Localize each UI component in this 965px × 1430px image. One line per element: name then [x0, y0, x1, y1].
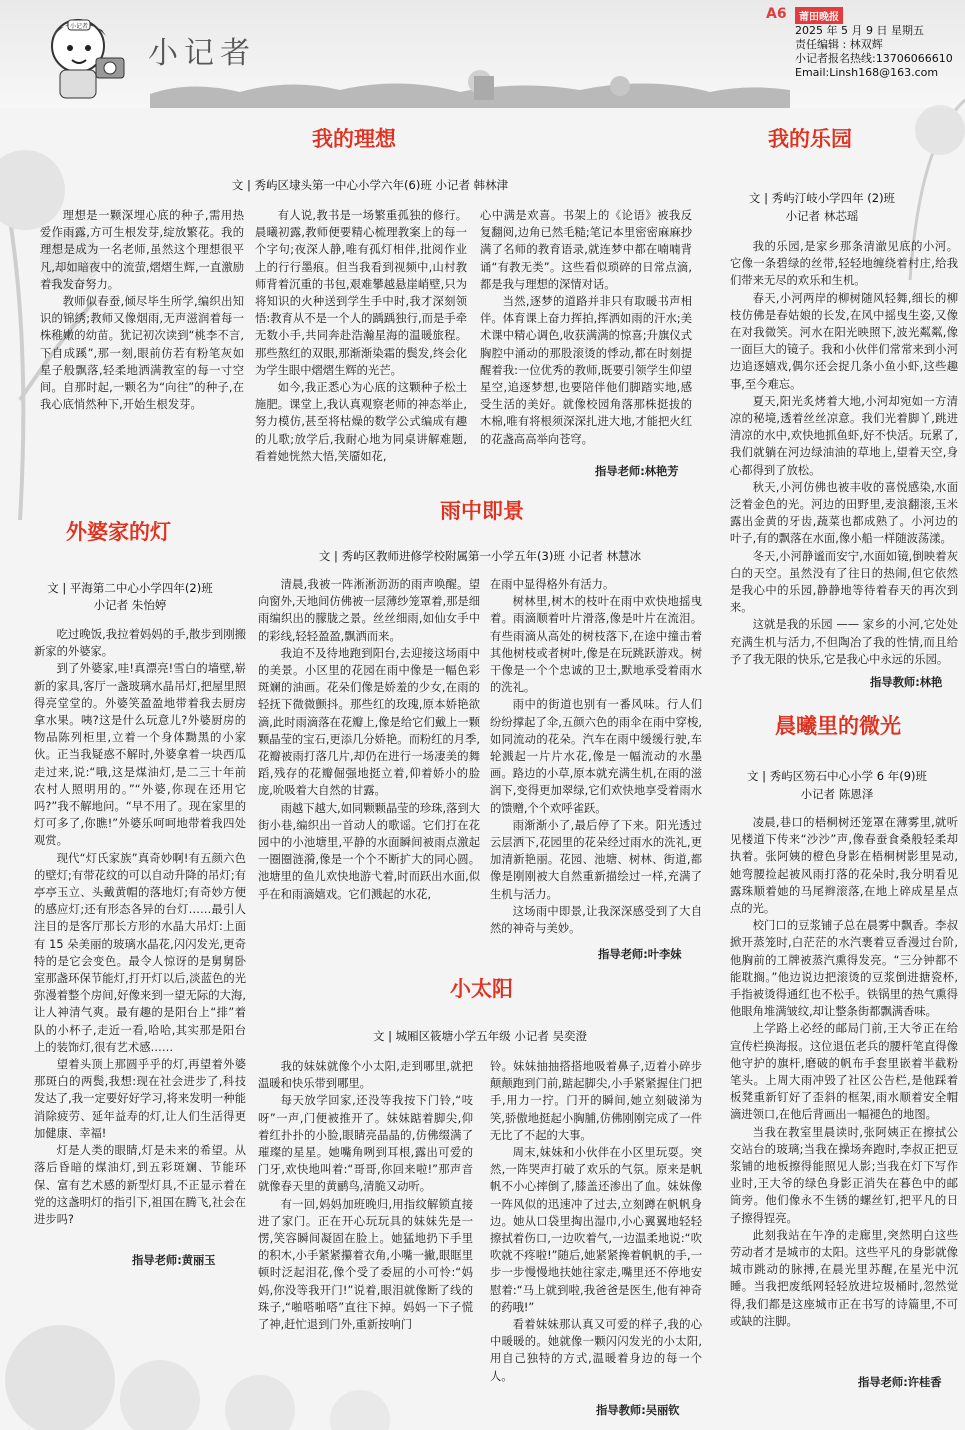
paragraph: 我的妹妹就像个小太阳,走到哪里,就把温暖和快乐带到哪里。: [258, 1060, 473, 1091]
article-title-grandma: 外婆家的灯: [66, 520, 171, 544]
paragraph: 雨中的街道也别有一番风味。行人们纷纷撑起了伞,五颜六色的雨伞在雨中穿梭,如同流动的花朵。汽车在雨中缓缓行驶,车轮溅起一片片水花,像是一幅流动的水墨画。路边的小草,原本就充满生机,在雨的滋润下,变得更加翠绿,它们欢快地享受着雨水的馈赠,个个欢呼雀跃。: [490, 698, 702, 815]
paragraph: 理想是一颗深埋心底的种子,需用热爱作雨露,方可生根发芽,绽放繁花。我的理想是成为一名老师,虽然这个理想很平凡,却如暗夜中的流萤,熠熠生辉,一直激励着我发奋努力。: [40, 209, 244, 291]
paragraph: 望着头顶上那圆乎乎的灯,再望着外婆那斑白的两鬓,我想:现在社会进步了,科技发达了,我一定要好好学习,将来发明一种能消除疲劳、延年益寿的灯,让人们生活得更加健康、幸福!: [34, 1058, 246, 1140]
teacher-credit-sun: 指导教师:吴丽钦: [596, 1404, 680, 1417]
article-title-rain: 雨中即景: [440, 499, 524, 523]
teacher-credit-paradise: 指导教师:林艳: [870, 676, 943, 689]
page-number: A6: [766, 6, 787, 22]
issue-date: 2025 年 5 月 9 日 星期五: [795, 24, 924, 37]
paragraph: 雨越下越大,如同颗颗晶莹的珍珠,落到大街小巷,编织出一首动人的歌谣。它们打在花园中的小池塘里,平静的水面瞬间被雨点激起一圈圈涟漪,像是一个个不断扩大的同心圆。池塘里的鱼儿欢快地游弋着,时而跃出水面,似乎在和雨滴嬉戏。它们溅起的水花,: [258, 801, 480, 901]
article-byline-paradise-2: 小记者 林芯瑶: [785, 209, 859, 223]
article-byline-ideal: 文 | 秀屿区埭头第一中心小学六年(6)班 小记者 韩林津: [231, 178, 509, 192]
article-body-sun-col2: [490, 1058, 702, 1398]
paragraph: 这场雨中即景,让我深深感受到了大自然的神奇与美妙。: [490, 904, 702, 936]
header-scenery: [150, 70, 790, 108]
paragraph: 树林里,树木的枝叶在雨中欢快地摇曳着。雨滴顺着叶片滑落,像是叶片在流泪。有些雨滴从高处的树枝落下,在途中撞击着其他树枝或者树叶,像是在玩跳跃游戏。树干像是一个个忠诚的卫士,默地承受着雨水的洗礼。: [490, 595, 702, 695]
article-byline-grandma-2: 小记者 朱怡婷: [93, 598, 167, 612]
paragraph: 每天放学回家,还没等我按下门铃,“吱呀”一声,门便被推开了。妹妹踮着脚尖,仰着红扑扑的小脸,眼睛亮晶晶的,仿佛缀满了璀璨的星星。她嘴角咧到耳根,露出可爱的门牙,欢快地叫着:“哥哥,你回来啦!”那声音就像春天里的黄鹂鸟,清脆又动听。: [258, 1094, 473, 1194]
paragraph: 心中满是欢喜。书架上的《论语》被我反复翻阅,边角已然毛糙;笔记本里密密麻麻抄满了名师的教育语录,就连梦中都在喃喃背诵“有教无类”。这些看似琐碎的日常点滴,都是我与理想的深情对话。: [480, 209, 692, 291]
article-title-dawn: 晨曦里的微光: [775, 714, 901, 738]
article-body-grandma: [34, 626, 246, 1248]
article-byline-dawn-1: 文 | 秀屿区笏石中心小学 6 年(9)班: [746, 769, 928, 783]
paragraph: 如今,我正悉心为心底的这颗种子松土施肥。课堂上,我认真观察老师的神态举止,努力模仿,甚至将枯燥的数学公式编成有趣的儿歌;放学后,我耐心地为同桌讲解难题,看着她恍然大悟,笑靥如花,: [255, 381, 467, 463]
page-header: [0, 0, 965, 108]
article-body-sun-col1: [258, 1058, 473, 1422]
article-byline-paradise-1: 文 | 秀屿汀岐小学四年 (2)班: [748, 191, 896, 205]
article-title-paradise: 我的乐园: [768, 127, 852, 151]
paragraph: 雨渐渐小了,最后停了下来。阳光透过云层洒下,花园里的花朵经过雨水的洗礼,更加清新艳丽。花园、池塘、树林、街道,都像是刚刚被大自然重新描绘过一样,充满了生机与活力。: [490, 818, 702, 901]
article-byline-dawn-2: 小记者 陈恩泽: [800, 787, 874, 801]
paragraph: 吃过晚饭,我拉着妈妈的手,散步到刚搬新家的外婆家。: [34, 628, 246, 659]
paragraph: 灯是人类的眼睛,灯是未来的希望。从落后昏暗的煤油灯,到五彩斑斓、节能环保、富有艺术感的新型灯具,不正显示着在党的这盏明灯的指引下,祖国在腾飞,社会在进步吗?: [34, 1144, 246, 1226]
paragraph: 教师似春蚕,倾尽毕生所学,编织出知识的锦绣;教师又像烟雨,无声滋润着每一株稚嫩的幼苗。犹记初次读到“桃李不言,下自成蹊”,那一刻,眼前仿若有粉笔灰如星子般飘落,轻柔地洒满教室的每一寸空间。自那时起,一颗名为“向往”的种子,在我心底悄然种下,开始生根发芽。: [40, 295, 244, 412]
signup-hotline: 小记者报名热线:13706066610: [795, 52, 953, 65]
paragraph: 铃。妹妹抽抽搭搭地吸着鼻子,迈着小碎步颠颠跑到门前,踮起脚尖,小手紧紧握住门把手,用力一拧。门开的瞬间,她立刻破涕为笑,骄傲地挺起小胸脯,仿佛刚刚完成了一件无比了不起的大事。: [490, 1060, 702, 1142]
paragraph: 我的乐园,是家乡那条清澈见底的小河。它像一条碧绿的丝带,轻轻地缠绕着村庄,给我们带来无尽的欢乐和生机。: [730, 240, 958, 288]
article-body-paradise: [730, 238, 958, 678]
mascot-badge: 小记者: [69, 23, 89, 30]
article-byline-rain: 文 | 秀屿区教师进修学校附属第一小学五年(3)班 小记者 林慧冰: [318, 549, 642, 563]
paragraph: 冬天,小河静谧而安宁,水面如镜,倒映着灰白的天空。虽然没有了往日的热闹,但它依然是我心中的乐园,静静地等待着春天的再次到来。: [730, 549, 958, 615]
paragraph: 此刻我站在午净的走廊里,突然明白这些劳动者才是城市的太阳。这些平凡的身影就像城市跳动的脉搏,在晨光里苏醒,在星光中沉睡。当我把废纸网轻轻放进垃圾桶时,忽然觉得,我们都是这座城市正在书写的诗篇里,不可或缺的注脚。: [730, 1228, 958, 1328]
paragraph: 夏天,阳光炙烤着大地,小河却宛如一方清凉的秘境,透着丝丝凉意。我们光着脚丫,跳进清凉的水中,欢快地抓鱼虾,好不快活。玩累了,我们就躺在河边绿油油的草地上,望着天空,身心都得到了放松。: [730, 394, 958, 477]
article-byline-grandma-1: 文 | 平海第二中心小学四年(2)班: [47, 581, 213, 595]
newspaper-logo: 莆田晚报: [795, 7, 843, 24]
teacher-credit-rain: 指导老师:叶李妹: [598, 948, 682, 961]
article-body-dawn: [730, 814, 958, 1370]
paragraph: 春天,小河两岸的柳树随风轻舞,细长的柳枝仿佛是春姑娘的长发,在风中摇曳生姿,又像在对我微笑。河水在阳光映照下,波光粼粼,像一面巨大的镜子。我和小伙伴们常常来到小河边追逐嬉戏,偶尔还会捉几条小鱼小虾,这些趣事,至今难忘。: [730, 291, 958, 391]
reporter-mascot-icon: [30, 8, 140, 103]
paragraph: 周末,妹妹和小伙伴在小区里玩耍。突然,一阵哭声打破了欢乐的气氛。原来是帆帆不小心摔倒了,膝盖还渗出了血。妹妹像一阵风似的迅速冲了过去,立刻蹲在帆帆身边。她从口袋里掏出湿巾,小心翼翼地轻轻擦拭着伤口,一边吹着气,一边温柔地说:“吹吹就不疼啦!”随后,她紧紧搀着帆帆的手,一步一步慢慢地扶她往家走,嘴里还不停地安慰着:“马上就到啦,我爸爸是医生,他有神奇的药哦!”: [490, 1146, 702, 1314]
paragraph: 校门口的豆浆铺子总在晨雾中飘香。李叔掀开蒸笼时,白茫茫的水汽裹着豆香漫过台阶,他胸前的工牌被蒸汽熏得发亮。“三分钟都不能耽搁。”他边说边把滚烫的豆浆倒进搪瓷杯,手指被烫得通红也不松手。铁锅里的热气熏得他眼角堆满皱纹,却让整条街都飘满香味。: [730, 919, 958, 1019]
paragraph: 有人说,教书是一场繁重孤独的修行。晨曦初露,教师便要精心梳理教案上的每一个字句;夜深人静,唯有孤灯相伴,批阅作业上的行行墨痕。但当我看到视频中,山村教师背着沉重的书包,艰难攀越悬崖峭壁,只为将知识的火种送到学生手中时,我才深刻领悟:教育从不是一个人的踽踽独行,而是手牵无数小手,共同奔赴浩瀚星海的温暖旅程。那些熬红的双眼,那渐渐染霜的鬓发,终会化为学生眼中熠熠生辉的光芒。: [255, 209, 467, 377]
paragraph: 秋天,小河仿佛也被丰收的喜悦感染,水面泛着金色的光。河边的田野里,麦浪翻滚,玉米露出金黄的牙齿,蔬菜也都成熟了。小河边的叶子,有的飘落在水面,像小船一样随波荡漾。: [730, 480, 958, 546]
paragraph: 在雨中显得格外有活力。: [490, 578, 615, 591]
teacher-credit-grandma: 指导老师:黄丽玉: [132, 1254, 216, 1267]
column-title: 小记者: [148, 36, 256, 71]
paragraph: 当然,逐梦的道路并非只有取暖书声相伴。体育课上奋力挥拍,挥洒如雨的汗水;美术课中精心调色,收获满满的惊喜;升旗仪式胸腔中涌动的那股滚烫的悸动,都在时刻提醒着我:一位优秀的教师,既要引领学生仰望星空,追逐梦想,也要陪伴他们脚踏实地,感受生活的美好。就像校园角落那株挺拔的木棉,唯有将根须深深扎进大地,才能把火红的花盏高高举向苍穹。: [480, 295, 692, 446]
article-byline-sun: 文 | 城厢区筱塘小学五年级 小记者 吴奕澄: [373, 1029, 587, 1043]
paragraph: 清晨,我被一阵淅淅沥沥的雨声唤醒。望向窗外,天地间仿佛被一层薄纱笼罩着,那是细雨编织出的朦胧之景。丝丝细雨,如仙女手中的彩线,轻轻盈盈,飘洒而来。: [258, 578, 480, 643]
article-body-ideal-col2: [255, 207, 467, 495]
teacher-credit-dawn: 指导老师:许桂香: [858, 1376, 942, 1389]
article-body-ideal-col1: [40, 207, 244, 495]
article-body-rain-col2: [490, 576, 702, 942]
article-title-sun: 小太阳: [450, 977, 513, 1001]
contact-email[interactable]: Email:Linsh168@163.com: [795, 66, 939, 79]
paragraph: 现代“灯氏家族”真奇妙啊!有五颜六色的壁灯;有带花纹的可以自动升降的吊灯;有亭亭玉立、头戴黄帽的落地灯;有奇妙方便的感应灯;还有形态各异的台灯……最引人注目的是客厅那长方形的水晶大吊灯:上面有 15 朵美丽的玻璃水晶花,闪闪发光,更奇特的是它会变色。最令人惊讶的是舅舅卧室那盏环保节能灯,打开灯以后,淡蓝色的光弥漫着整个房间,好像来到一望无际的大海,让人神清气爽。最有趣的是阳台上“排”着队的小杯子,走近一看,哈哈,其实那是阳台上的装饰灯,很有艺术感……: [34, 851, 246, 1054]
paragraph: 有一回,妈妈加班晚归,用指纹解锁直接进了家门。正在开心玩玩具的妹妹先是一愣,笑容瞬间凝固在脸上。她猛地扔下手里的积木,小手紧紧攥着衣角,小嘴一撇,眼眶里顿时泛起泪花,像个受了委屈的小可怜:“妈妈,你没等我开门!”说着,眼泪就像断了线的珠子,“啪嗒啪嗒”直往下掉。妈妈一下子慌了神,赶忙退到门外,重新按响门: [258, 1197, 473, 1332]
article-body-rain-col1: [258, 576, 480, 912]
paragraph: 上学路上必经的邮局门前,王大爷正在给宣传栏换海报。这位退伍老兵的腰杆笔直得像他守护的旗杆,磨破的帆布手套里嵌着半截粉笔头。上周大雨冲毁了社区公告栏,是他踩着板凳重新钉好了歪斜的框架,雨水顺着安全帽滴进领口,在他后背画出一幅褪色的地图。: [730, 1022, 958, 1122]
paragraph: 到了外婆家,哇!真漂亮!雪白的墙壁,崭新的家具,客厅一盏玻璃水晶吊灯,把屋里照得亮堂堂的。外婆笑盈盈地带着我去厨房拿水果。咦?这是什么玩意儿?外婆厨房的物品陈列柜里,立着一个身体黝黑的小家伙。正当我疑惑不解时,外婆拿着一块西瓜走过来,说:“哦,这是煤油灯,是二三十年前农村人照明用的。”“外婆,你现在还用它吗?”我不解地问。“早不用了。现在家里的灯可多了,你瞧!”外婆乐呵呵地带着我四处观赏。: [34, 662, 246, 848]
paragraph: 当我在教室里晨读时,张阿姨正在擦拭公交站台的玻璃;当我在操场奔跑时,李叔正把豆浆铺的地板擦得能照见人影;当我在灯下写作业时,王大爷的绿色身影正消失在暮色中的邮筒旁。他们像永不生锈的螺丝钉,把平凡的日子擦得锃亮。: [730, 1125, 958, 1225]
paragraph: 凌晨,巷口的梧桐树还笼罩在薄雾里,就听见楼道下传来“沙沙”声,像春蚕食桑般轻柔却执着。张阿姨的橙色身影在梧桐树影里晃动,她弯腰捡起被风雨打落的花朵时,我分明看见露珠顺着她的马尾辫滚落,在地上碎成星星点点的光。: [730, 816, 958, 916]
paragraph: 看着妹妹那认真又可爱的样子,我的心中暖暖的。她就像一颗闪闪发光的小太阳,用自己独特的方式,温暖着身边的每一个人。: [490, 1318, 702, 1383]
article-body-ideal-col3: [480, 207, 692, 457]
paragraph: 这就是我的乐园 —— 家乡的小河,它处处充满生机与活力,不但陶冶了我的性情,而且给予了我无限的快乐,它是我心中永远的乐园。: [730, 618, 958, 666]
teacher-credit-ideal: 指导老师:林艳芳: [595, 465, 679, 478]
responsible-editor: 责任编辑 : 林双辉: [795, 38, 883, 51]
paragraph: 我迫不及待地跑到阳台,去迎接这场雨中的美景。小区里的花园在雨中像是一幅色彩斑斓的油画。花朵们像是娇羞的少女,在雨的轻抚下微微颤抖。那些红的玫瑰,原本娇艳欲滴,此时雨滴落在花瓣上,像是给它们戴上一颗颗晶莹的宝石,更添几分娇艳。而粉红的月季,花瓣被雨打落几片,却仍在进行一场凄美的舞蹈,残存的花瓣倔强地挺立着,仰着娇小的脸庞,吮吸着大自然的甘露。: [258, 646, 480, 798]
article-title-ideal: 我的理想: [312, 127, 396, 151]
